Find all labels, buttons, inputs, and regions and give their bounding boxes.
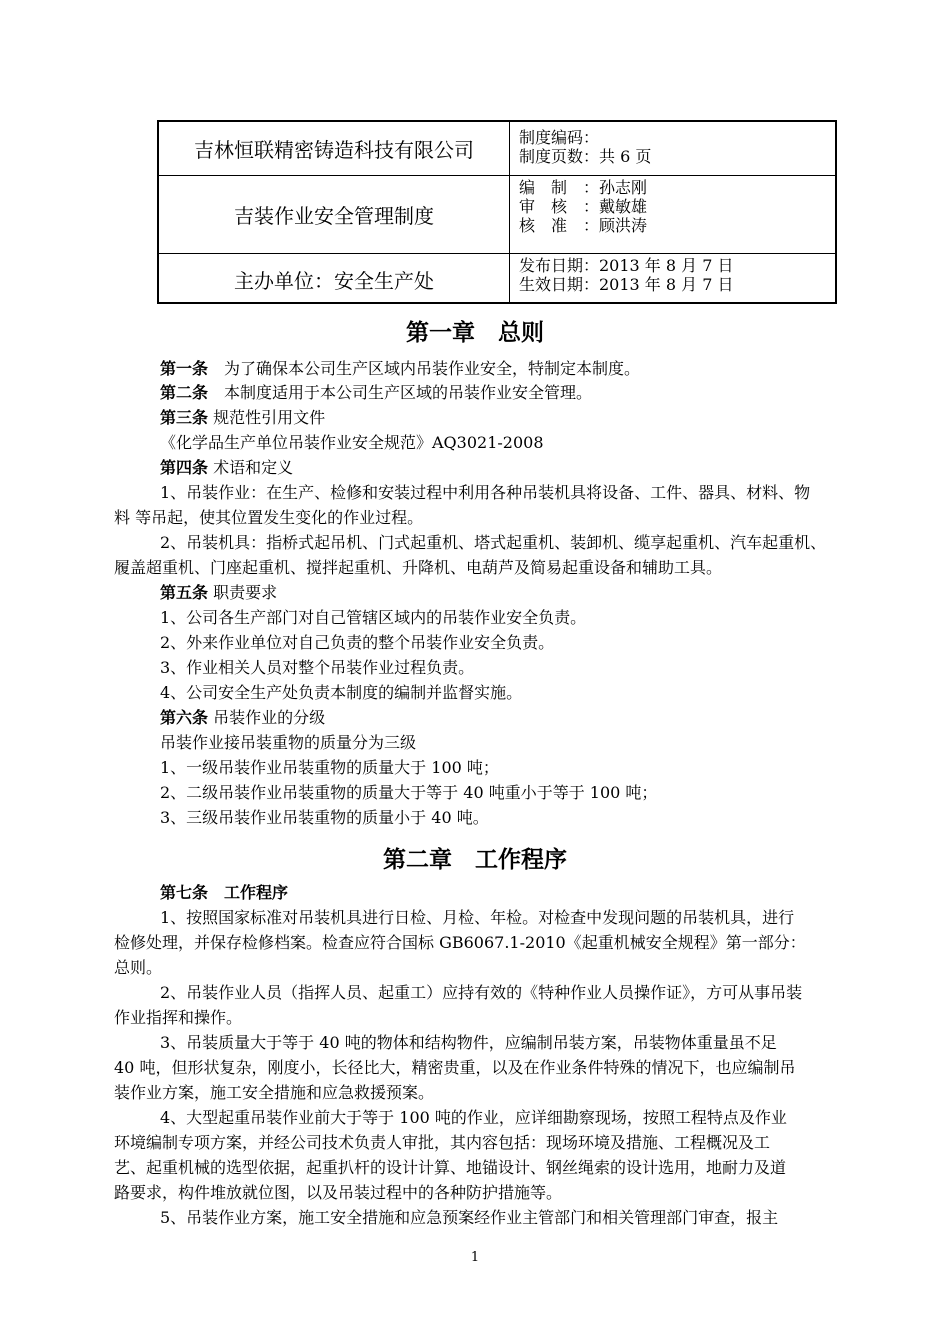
chapter2-line: 路要求，构件堆放就位图，以及吊装过程中的各种防护措施等。 xyxy=(114,1183,563,1202)
chapter1-title: 第一章 总则 xyxy=(406,320,544,346)
header-row-department xyxy=(159,254,835,304)
code-label: 制度编码： xyxy=(519,128,600,147)
chapter2-line: 4、大型起重吊装作业前大于等于 100 吨的作业，应详细勘察现场，按照工程特点及作业 xyxy=(160,1108,787,1127)
article-6-intro: 吊装作业接吊装重物的质量分为三级 xyxy=(160,733,417,752)
article-5-item: 2、外来作业单位对自己负责的整个吊装作业安全负责。 xyxy=(160,633,555,652)
publish-date: 发布日期：2013 年 8 月 7 日 xyxy=(519,256,734,275)
regulation-title: 吉装作业安全管理制度 xyxy=(159,176,510,253)
article-6-item: 3、三级吊装作业吊装重物的质量小于 40 吨。 xyxy=(160,808,489,827)
article-6: 第六条 吊装作业的分级 xyxy=(160,708,326,727)
article-5-item: 3、作业相关人员对整个吊装作业过程负责。 xyxy=(160,658,475,677)
compiler: 编 制 ：孙志刚 xyxy=(519,178,648,197)
article-2: 第二条 本制度适用于本公司生产区域的吊装作业安全管理。 xyxy=(160,383,593,402)
effective-date: 生效日期：2013 年 8 月 7 日 xyxy=(519,275,734,294)
article-5: 第五条 职责要求 xyxy=(160,583,278,602)
chapter2-line: 装作业方案，施工安全措施和应急救援预案。 xyxy=(114,1083,435,1102)
article-6-item: 1、一级吊装作业吊装重物的质量大于 100 吨； xyxy=(160,758,499,777)
article-4-p1-line2: 料 等吊起，使其位置发生变化的作业过程。 xyxy=(114,508,424,527)
page-number: 1 xyxy=(470,1250,480,1265)
article-1: 第一条 为了确保本公司生产区域内吊装作业安全，特制定本制度。 xyxy=(160,359,641,378)
article-3: 第三条 规范性引用文件 xyxy=(160,408,326,427)
header-table xyxy=(157,120,837,304)
chapter2-title: 第二章 工作程序 xyxy=(383,847,567,873)
article-4-p1-line1: 1、吊装作业：在生产、检修和安装过程中利用各种吊装机具将设备、工件、器具、材料、物 xyxy=(160,483,811,502)
article-4-p2-line2: 履盖超重机、门座起重机、搅拌起重机、升降机、电葫芦及简易起重设备和辅助工具。 xyxy=(114,558,723,577)
header-row-company xyxy=(159,122,835,176)
chapter2-line: 总则。 xyxy=(114,958,163,977)
company-name: 吉林恒联精密铸造科技有限公司 xyxy=(159,122,510,175)
chapter2-line: 1、按照国家标准对吊装机具进行日检、月检、年检。对检查中发现问题的吊装机具，进行 xyxy=(160,908,795,927)
article-4-p2-line1: 2、吊装机具：指桥式起吊机、门式起重机、塔式起重机、装卸机、缆享起重机、汽车起重机、 xyxy=(160,533,827,552)
chapter2-line: 环境编制专项方案，并经公司技术负责人审批，其内容包括：现场环境及措施、工程概况及工 xyxy=(114,1133,771,1152)
chapter2-line: 3、吊装质量大于等于 40 吨的物体和结构物件，应编制吊装方案，吊装物体重量虽不足 xyxy=(160,1033,777,1052)
chapter2-line: 40 吨，但形状复杂，刚度小，长径比大，精密贵重，以及在作业条件特殊的情况下，也应编制吊 xyxy=(114,1058,796,1077)
chapter2-line: 5、吊装作业方案，施工安全措施和应急预案经作业主管部门和相关管理部门审查，报主 xyxy=(160,1208,779,1227)
chapter2-line: 作业指挥和操作。 xyxy=(114,1008,243,1027)
chapter2-line: 艺、起重机械的选型依据，起重扒杆的设计计算、地锚设计、钢丝绳索的设计选用，地耐力及道 xyxy=(114,1158,787,1177)
reviewer: 审 核 ：戴敏雄 xyxy=(519,197,648,216)
article-7: 第七条 工作程序 xyxy=(160,883,289,902)
pages-label: 制度页数：共 6 页 xyxy=(519,147,652,166)
approver: 核 准 ：顾洪涛 xyxy=(519,216,648,235)
department: 主办单位：安全生产处 xyxy=(159,254,510,304)
chapter2-line: 检修处理，并保存检修档案。检查应符合国标 GB6067.1-2010《起重机械安全规程》第一部分： xyxy=(114,933,806,952)
article-5-item: 4、公司安全生产处负责本制度的编制并监督实施。 xyxy=(160,683,523,702)
header-row-title xyxy=(159,176,835,254)
chapter2-line: 2、吊装作业人员（指挥人员、起重工）应持有效的《特种作业人员操作证》，方可从事吊装 xyxy=(160,983,803,1002)
article-4: 第四条 术语和定义 xyxy=(160,458,294,477)
article-3-reference: 《化学品生产单位吊装作业安全规范》AQ3021-2008 xyxy=(160,433,544,452)
article-6-item: 2、二级吊装作业吊装重物的质量大于等于 40 吨重小于等于 100 吨； xyxy=(160,783,658,802)
article-5-item: 1、公司各生产部门对自己管辖区域内的吊装作业安全负责。 xyxy=(160,608,587,627)
